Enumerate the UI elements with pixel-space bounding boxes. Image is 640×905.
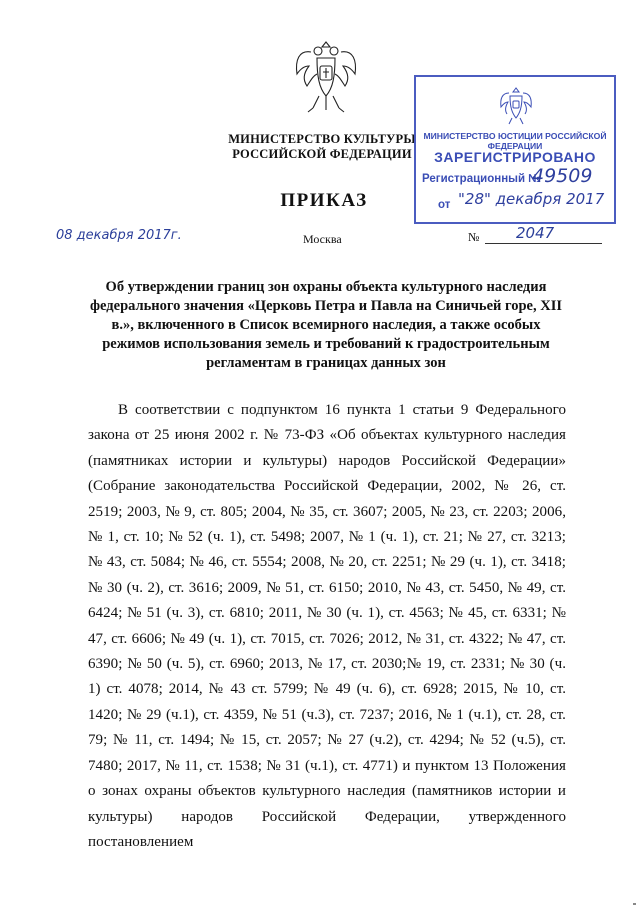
handwritten-date: 08 декабря 2017г. bbox=[56, 228, 182, 243]
ministry-name bbox=[222, 132, 422, 162]
stamp-reg-label: Регистрационный № bbox=[422, 173, 542, 185]
stamp-date-label: от bbox=[438, 199, 451, 211]
stamp-status: ЗАРЕГИСТРИРОВАНО bbox=[434, 149, 596, 165]
ministry-line-1: МИНИСТЕРСТВО КУЛЬТУРЫ bbox=[228, 132, 416, 146]
coat-of-arms-icon bbox=[291, 36, 361, 116]
city-label: Москва bbox=[303, 232, 342, 246]
number-underline bbox=[485, 243, 602, 244]
stamp-authority: МИНИСТЕРСТВО ЮСТИЦИИ РОССИЙСКОЙ ФЕДЕРАЦИИ bbox=[423, 131, 607, 151]
registration-stamp bbox=[414, 75, 616, 224]
document-type: ПРИКАЗ bbox=[280, 190, 368, 211]
body-paragraph: В соответствии с подпунктом 16 пункта 1 статьи 9 Федерального закона от 25 июня 2002 г. № 73-ФЗ «Об объектах культурного наследия (памятниках истории и культуры) народов Российской Федерации» (Собрание законодательства Российской Федерации, 2002, № 26, ст. 2519; 2003, № 9, ст. 805; 2004, № 35, ст. 3607; 2005, № 23, ст. 2203; 2006, № 1, ст. 10; № 52 (ч. 1), ст. 5498; 2007, № 1 (ч. 1), ст. 21; № 27, ст. 3213; № 43, ст. 5084; № 46, ст. 5554; 2008, № 20, ст. 2251; № 29 (ч. 1), ст. 3418; № 30 (ч. 2), ст. 3616; 2009, № 51, ст. 6150; 2010, № 43, ст. 5450, № 49, ст. 6424; № 51 (ч. 3), ст. 6810; 2011, № 30 (ч. 1), ст. 4563; № 45, ст. 6331; № 47, ст. 6606; № 49 (ч. 1), ст. 7015, ст. 7026; 2012, № 31, ст. 4322; № 47, ст. 6390; № 50 (ч. 5), ст. 6960; 2013, № 17, ст. 2030;№ 19, ст. 2331; № 30 (ч. 1) ст. 4078; 2014, № 43 ст. 5799; № 49 (ч. 6), ст. 6928; 2015, № 10, ст. 1420; № 29 (ч.1), ст. 4359, № 51 (ч.3), ст. 7237; 2016, № 1 (ч.1), ст. 28, ст. 79; № 11, ст. 1494; № 15, ст. 2057; № 27 (ч.2), ст. 4294; № 52 (ч.5), ст. 7480; 2017, № 11, ст. 1538; № 31 (ч.1), ст. 4771) и пунктом 13 Положения о зонах охраны объектов культурного наследия (памятников истории и культуры) народов Российской Федерации, утвержденного постановлением bbox=[88, 402, 566, 850]
document-title: Об утверждении границ зон охраны объекта культурного наследия федерального значения «Церковь Петра и Павла на Синичьей горе, XII в.», включенного в Список всемирного наследия, а также особых режимов использования земель и требований к градостроительным регламентам в границах данных зон bbox=[90, 279, 562, 371]
stamp-reg-number: 49509 bbox=[532, 165, 593, 187]
stamp-date-value: "28" декабря 2017 bbox=[458, 190, 605, 208]
handwritten-number: 2047 bbox=[516, 224, 555, 242]
stamp-emblem-icon bbox=[498, 85, 534, 127]
ministry-line-2: РОССИЙСКОЙ ФЕДЕРАЦИИ bbox=[232, 147, 412, 161]
number-sign: № bbox=[468, 230, 480, 244]
